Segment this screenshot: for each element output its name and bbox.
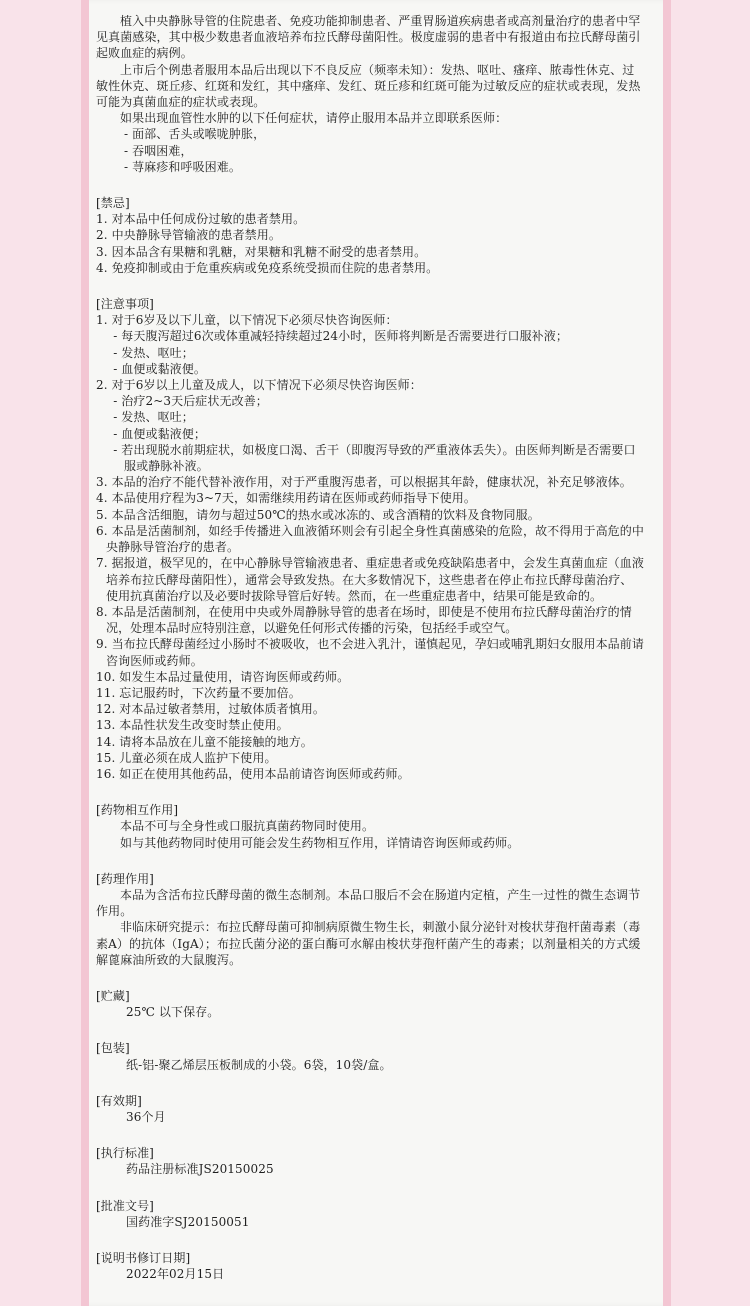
interaction-section: [96, 802, 644, 851]
section-heading: [药物相互作用]: [96, 803, 179, 818]
section-heading: [贮藏]: [96, 988, 130, 1003]
section-heading: [注意事项]: [96, 297, 154, 312]
precaution-item: 2. 对于6岁以上儿童及成人，以下情况下必须尽快咨询医师：: [96, 378, 422, 393]
pharmacology-paragraph: 非临床研究提示：布拉氏酵母菌可抑制病原微生物生长，刺激小鼠分泌针对梭状芽孢杆菌毒素（毒素A）的抗体（IgA）；布拉氏菌分泌的蛋白酶可水解由梭状芽孢杆菌产生的毒素；以剂量相关的方式缓解蓖麻油所致的大鼠腹泻。: [96, 920, 641, 967]
angioedema-bullet: - 面部、舌头或喉咙肿胀，: [124, 127, 266, 142]
section-heading: [药理作用]: [96, 871, 154, 886]
precaution-item: 10. 如发生本品过量使用，请咨询医师或药师。: [96, 669, 350, 684]
contra-item: 3. 因本品含有果糖和乳糖，对果糖和乳糖不耐受的患者禁用。: [96, 244, 427, 259]
intro-paragraph-2: 上市后个例患者服用本品后出现以下不良反应（频率未知）：发热、呕吐、瘙痒、脓毒性休克、过敏性休克、斑丘疹、红斑和发红，其中瘙痒、发红、斑丘疹和红斑可能为过敏反应的症状或表现，发热可能为真菌血症的症状或表现。: [96, 62, 641, 110]
precaution-subitem: - 血便或黏液便；: [113, 426, 206, 441]
intro-paragraph-3: 如果出现血管性水肿的以下任何症状，请停止服用本品并立即联系医师：: [120, 111, 508, 126]
intro-paragraph-1: 植入中央静脉导管的住院患者、免疫功能抑制患者、严重胃肠道疾病患者或高剂量治疗的患者中罕见真菌感染，其中极少数患者血液培养布拉氏酵母菌阳性。极度虚弱的患者中有报道由布拉氏酵母菌引起败血症的病例。: [96, 14, 641, 61]
precaution-item: 16. 如正在使用其他药品，使用本品前请咨询医师或药师。: [96, 766, 410, 781]
approval-text: 国药准字SJ20150051: [126, 1214, 250, 1229]
angioedema-bullet: - 荨麻疹和呼吸困难。: [124, 159, 241, 174]
validity-text: 36个月: [126, 1109, 166, 1124]
section-heading: [禁忌]: [96, 196, 130, 211]
section-heading: [批准文号]: [96, 1198, 154, 1213]
precaution-item: 3. 本品的治疗不能代替补液作用，对于严重腹泻患者，可以根据其年龄，健康状况，补充足够液体。: [96, 475, 632, 490]
precaution-item: 7. 据报道，极罕见的，在中心静脉导管输液患者、重症患者或免疫缺陷患者中，会发生真菌血症（血液培养布拉氏酵母菌阳性），通常会导致发热。在大多数情况下，这些患者在停止布拉氏酵母菌治疗、使用抗真菌治疗以及必要时拔除导管后好转。然而，在一些重症患者中，结果可能是致命的。: [96, 556, 644, 603]
section-heading: [包装]: [96, 1041, 130, 1056]
contra-item: 4. 免疫抑制或由于危重疾病或免疫系统受损而住院的患者禁用。: [96, 260, 439, 275]
precaution-item: 5. 本品含活细胞，请勿与超过50℃的热水或冰冻的、或含酒精的饮料及食物同服。: [96, 507, 540, 522]
contra-item: 2. 中央静脉导管输液的患者禁用。: [96, 228, 281, 243]
precaution-item: 8. 本品是活菌制剂，在使用中央或外周静脉导管的患者在场时，即使是不使用布拉氏酵母菌治疗的情况，处理本品时应特别注意，以避免任何形式传播的污染，包括经手或空气。: [96, 604, 632, 636]
interaction-paragraph: 如与其他药物同时使用可能会发生药物相互作用，详情请咨询医师或药师。: [120, 835, 520, 850]
precaution-item: 1. 对于6岁及以下儿童，以下情况下必须尽快咨询医师：: [96, 313, 398, 328]
pink-left-edge: [81, 0, 89, 1306]
precaution-subitem: - 治疗2~3天后症状无改善；: [113, 394, 268, 409]
leaflet-sheet: [81, 0, 671, 1306]
precaution-subitem: - 发热、呕吐；: [113, 410, 194, 425]
standard-text: 药品注册标准JS20150025: [126, 1162, 274, 1177]
precaution-subitem: - 血便或黏液便。: [113, 361, 206, 376]
precaution-item: 11. 忘记服药时，下次药量不要加倍。: [96, 685, 301, 700]
precaution-subitem: - 若出现脱水前期症状，如极度口渴、舌干（即腹泻导致的严重液体丢失）。由医师判断是否需要口服或静脉补液。: [113, 442, 636, 474]
interaction-paragraph: 本品不可与全身性或口服抗真菌药物同时使用。: [120, 819, 375, 834]
precaution-subitem: - 发热、呕吐；: [113, 345, 194, 360]
pink-right-edge: [663, 0, 671, 1306]
revision-date: 2022年02月15日: [126, 1267, 225, 1282]
adverse-reactions-section: [96, 13, 644, 175]
precaution-item: 14. 请将本品放在儿童不能接触的地方。: [96, 734, 313, 749]
leaflet-content: [96, 13, 644, 1282]
precaution-item: 9. 当布拉氏酵母菌经过小肠时不被吸收，也不会进入乳汁，谨慎起见，孕妇或哺乳期妇女服用本品前请咨询医师或药师。: [96, 637, 644, 668]
section-heading: [有效期]: [96, 1093, 142, 1108]
precaution-item: 4. 本品使用疗程为3~7天，如需继续用药请在医师或药师指导下使用。: [96, 491, 476, 506]
package-section: [96, 1040, 644, 1072]
angioedema-bullet: - 吞咽困难，: [124, 143, 193, 158]
validity-section: [96, 1093, 644, 1125]
precaution-item: 15. 儿童必须在成人监护下使用。: [96, 750, 277, 765]
contraindications-section: [96, 195, 644, 276]
section-heading: [执行标准]: [96, 1146, 154, 1161]
precautions-section: [96, 296, 644, 782]
revision-section: [96, 1250, 644, 1282]
package-text: 纸-铝-聚乙烯层压板制成的小袋。6袋，10袋/盒。: [126, 1057, 392, 1072]
pharmacology-paragraph: 本品为含活布拉氏酵母菌的微生态制剂。本品口服后不会在肠道内定植，产生一过性的微生态调节作用。: [96, 887, 641, 919]
contra-item: 1. 对本品中任何成份过敏的患者禁用。: [96, 212, 306, 227]
standard-section: [96, 1145, 644, 1177]
precaution-item: 6. 本品是活菌制剂，如经手传播进入血液循环则会有引起全身性真菌感染的危险，故不得用于高危的中央静脉导管治疗的患者。: [96, 523, 644, 555]
storage-section: [96, 988, 644, 1020]
precaution-item: 12. 对本品过敏者禁用，过敏体质者慎用。: [96, 702, 325, 717]
storage-text: 25℃ 以下保存。: [126, 1005, 220, 1020]
pharmacology-section: [96, 871, 644, 968]
precaution-subitem: - 每天腹泻超过6次或体重减轻持续超过24小时，医师将判断是否需要进行口服补液；: [113, 329, 568, 344]
section-heading: [说明书修订日期]: [96, 1251, 191, 1265]
approval-section: [96, 1198, 644, 1230]
precaution-item: 13. 本品性状发生改变时禁止使用。: [96, 718, 289, 733]
